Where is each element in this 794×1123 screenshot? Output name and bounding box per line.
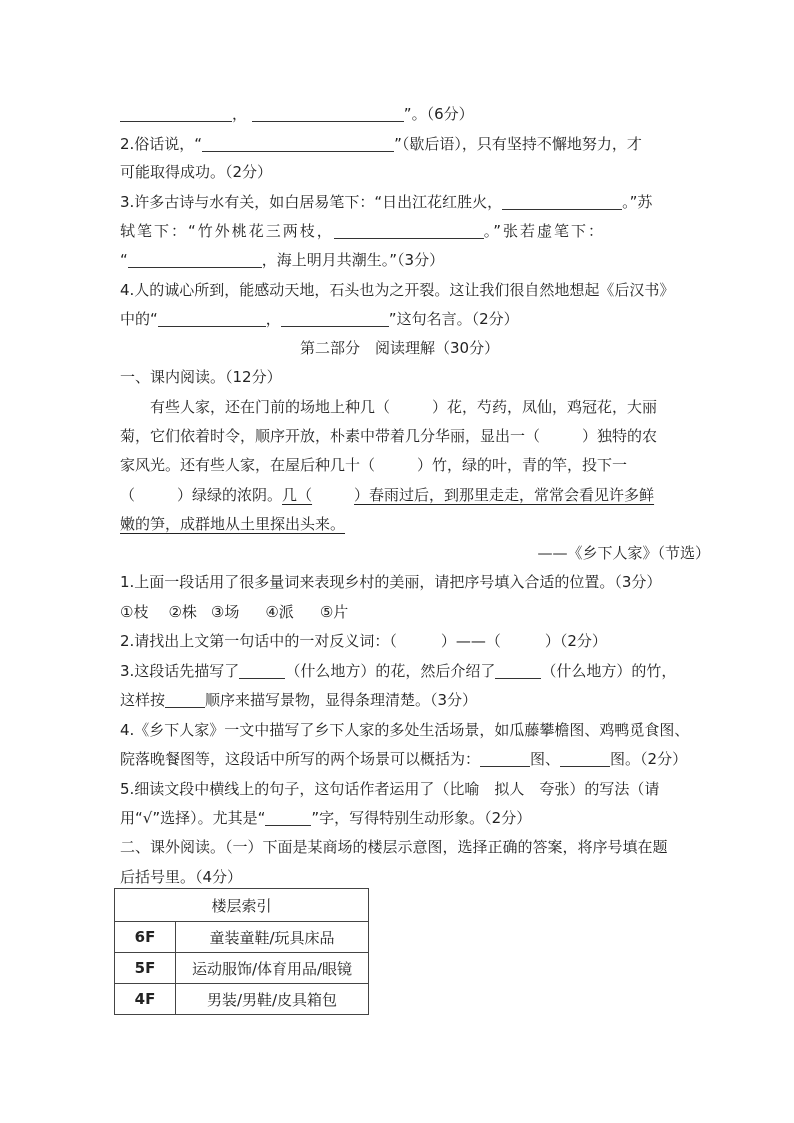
answer-blank[interactable] — [560, 751, 610, 767]
floor-label: 5F — [115, 953, 176, 984]
answer-blank[interactable] — [281, 311, 389, 327]
question-2-line1: 2.俗话说，“ ”（歇后语），只有坚持不懈地努力，才 — [120, 135, 642, 153]
answer-blank[interactable] — [265, 810, 311, 826]
answer-blank[interactable] — [252, 106, 404, 122]
answer-blank[interactable] — [158, 311, 266, 327]
answer-blank[interactable] — [120, 106, 232, 122]
question-4-line1: 4.人的诚心所到，能感动天地，石头也为之开裂。这让我们很自然地想起《后汉书》 — [120, 281, 675, 299]
question-2-line2: 可能取得成功。（2分） — [120, 163, 273, 181]
table-row — [115, 922, 369, 953]
question-1-tail: ， ”。（6分） — [120, 104, 474, 124]
section-2-heading-line2: 后括号里。（4分） — [120, 868, 243, 886]
section-1-heading: 一、课内阅读。（12分） — [120, 368, 282, 386]
option: ④派 — [265, 603, 294, 621]
question-3-line3: “ ，海上明月共潮生。”（3分） — [120, 251, 445, 269]
passage-line-5: 嫩的笋，成群地从土里探出头来。 — [120, 515, 346, 533]
option: ③场 — [210, 603, 240, 621]
option: ①枝 — [120, 603, 149, 621]
reading-question-3-line1: 3.这段话先描写了 （什么地方）的花，然后介绍了 （什么地方）的竹， — [120, 662, 677, 680]
answer-blank[interactable] — [239, 663, 285, 679]
answer-blank[interactable] — [165, 692, 205, 708]
answer-blank[interactable] — [334, 223, 484, 239]
floor-description: 运动服饰/体育用品/眼镜 — [176, 953, 369, 984]
question-4-line2: 中的“ ， ”这句名言。（2分） — [120, 310, 519, 328]
floor-description: 童装童鞋/玩具床品 — [176, 922, 369, 953]
reading-question-4-line2: 院落晚餐图等，这段话中所写的两个场景可以概括为： 图、 图。（2分） — [120, 750, 688, 768]
answer-blank[interactable] — [495, 663, 541, 679]
options-list — [120, 602, 348, 622]
table-row — [115, 984, 369, 1015]
answer-blank[interactable] — [502, 194, 622, 210]
passage-line-4: （ ）绿绿的浓阴。几（ ）春雨过后，到那里走走，常常会看见许多鲜 — [120, 486, 655, 504]
part-2-heading: 第二部分 阅读理解（30分） — [300, 339, 500, 357]
question-3-line1: 3.许多古诗与水有关，如白居易笔下：“日出江花红胜火， 。”苏 — [120, 193, 653, 211]
option: ⑤片 — [319, 603, 349, 621]
reading-question-3-line2: 这样按 顺序来描写景物，显得条理清楚。（3分） — [120, 691, 478, 709]
answer-blank[interactable] — [202, 136, 394, 152]
option: ②株 — [168, 603, 197, 621]
answer-blank[interactable] — [128, 252, 262, 268]
table-row — [115, 953, 369, 984]
passage-source: ——《乡下人家》（节选） — [537, 544, 710, 562]
question-3-line2: 轼笔下：“竹外桃花三两枝， 。”张若虚笔下： — [120, 222, 606, 240]
table-header-row — [115, 889, 369, 922]
passage-line-2: 菊，它们依着时令，顺序开放，朴素中带着几分华丽，显出一（ ）独特的农 — [120, 427, 658, 445]
floor-label: 4F — [115, 984, 176, 1015]
reading-question-5-line1: 5.细读文段中横线上的句子，这句话作者运用了（比喻 拟人 夸张）的写法（请 — [120, 780, 660, 798]
table-title: 楼层索引 — [115, 889, 369, 922]
passage-line-3: 家风光。还有些人家，在屋后种几十（ ）竹，绿的叶，青的竿，投下一 — [120, 456, 628, 474]
reading-question-2: 2.请找出上文第一句话中的一对反义词：（ ）——（ ）（2分） — [120, 632, 607, 650]
reading-question-1: 1.上面一段话用了很多量词来表现乡村的美丽，请把序号填入合适的位置。（3分） — [120, 573, 662, 591]
floor-description: 男装/男鞋/皮具箱包 — [176, 984, 369, 1015]
passage-line-1: 有些人家，还在门前的场地上种几（ ）花，芍药，凤仙，鸡冠花，大丽 — [150, 398, 658, 416]
reading-question-5-line2: 用“√”选择）。尤其是“ ”字，写得特别生动形象。（2分） — [120, 809, 532, 827]
section-2-heading-line1: 二、课外阅读。（一）下面是某商场的楼层示意图，选择正确的答案，将序号填在题 — [120, 838, 668, 856]
reading-question-4-line1: 4.《乡下人家》一文中描写了乡下人家的多处生活场景，如瓜藤攀檐图、鸡鸭觅食图、 — [120, 721, 690, 739]
floor-index-table — [114, 888, 369, 1015]
floor-label: 6F — [115, 922, 176, 953]
answer-blank[interactable] — [480, 751, 530, 767]
underlined-sentence: 几（ ）春雨过后，到那里走走，常常会看见许多鲜 — [282, 486, 655, 504]
